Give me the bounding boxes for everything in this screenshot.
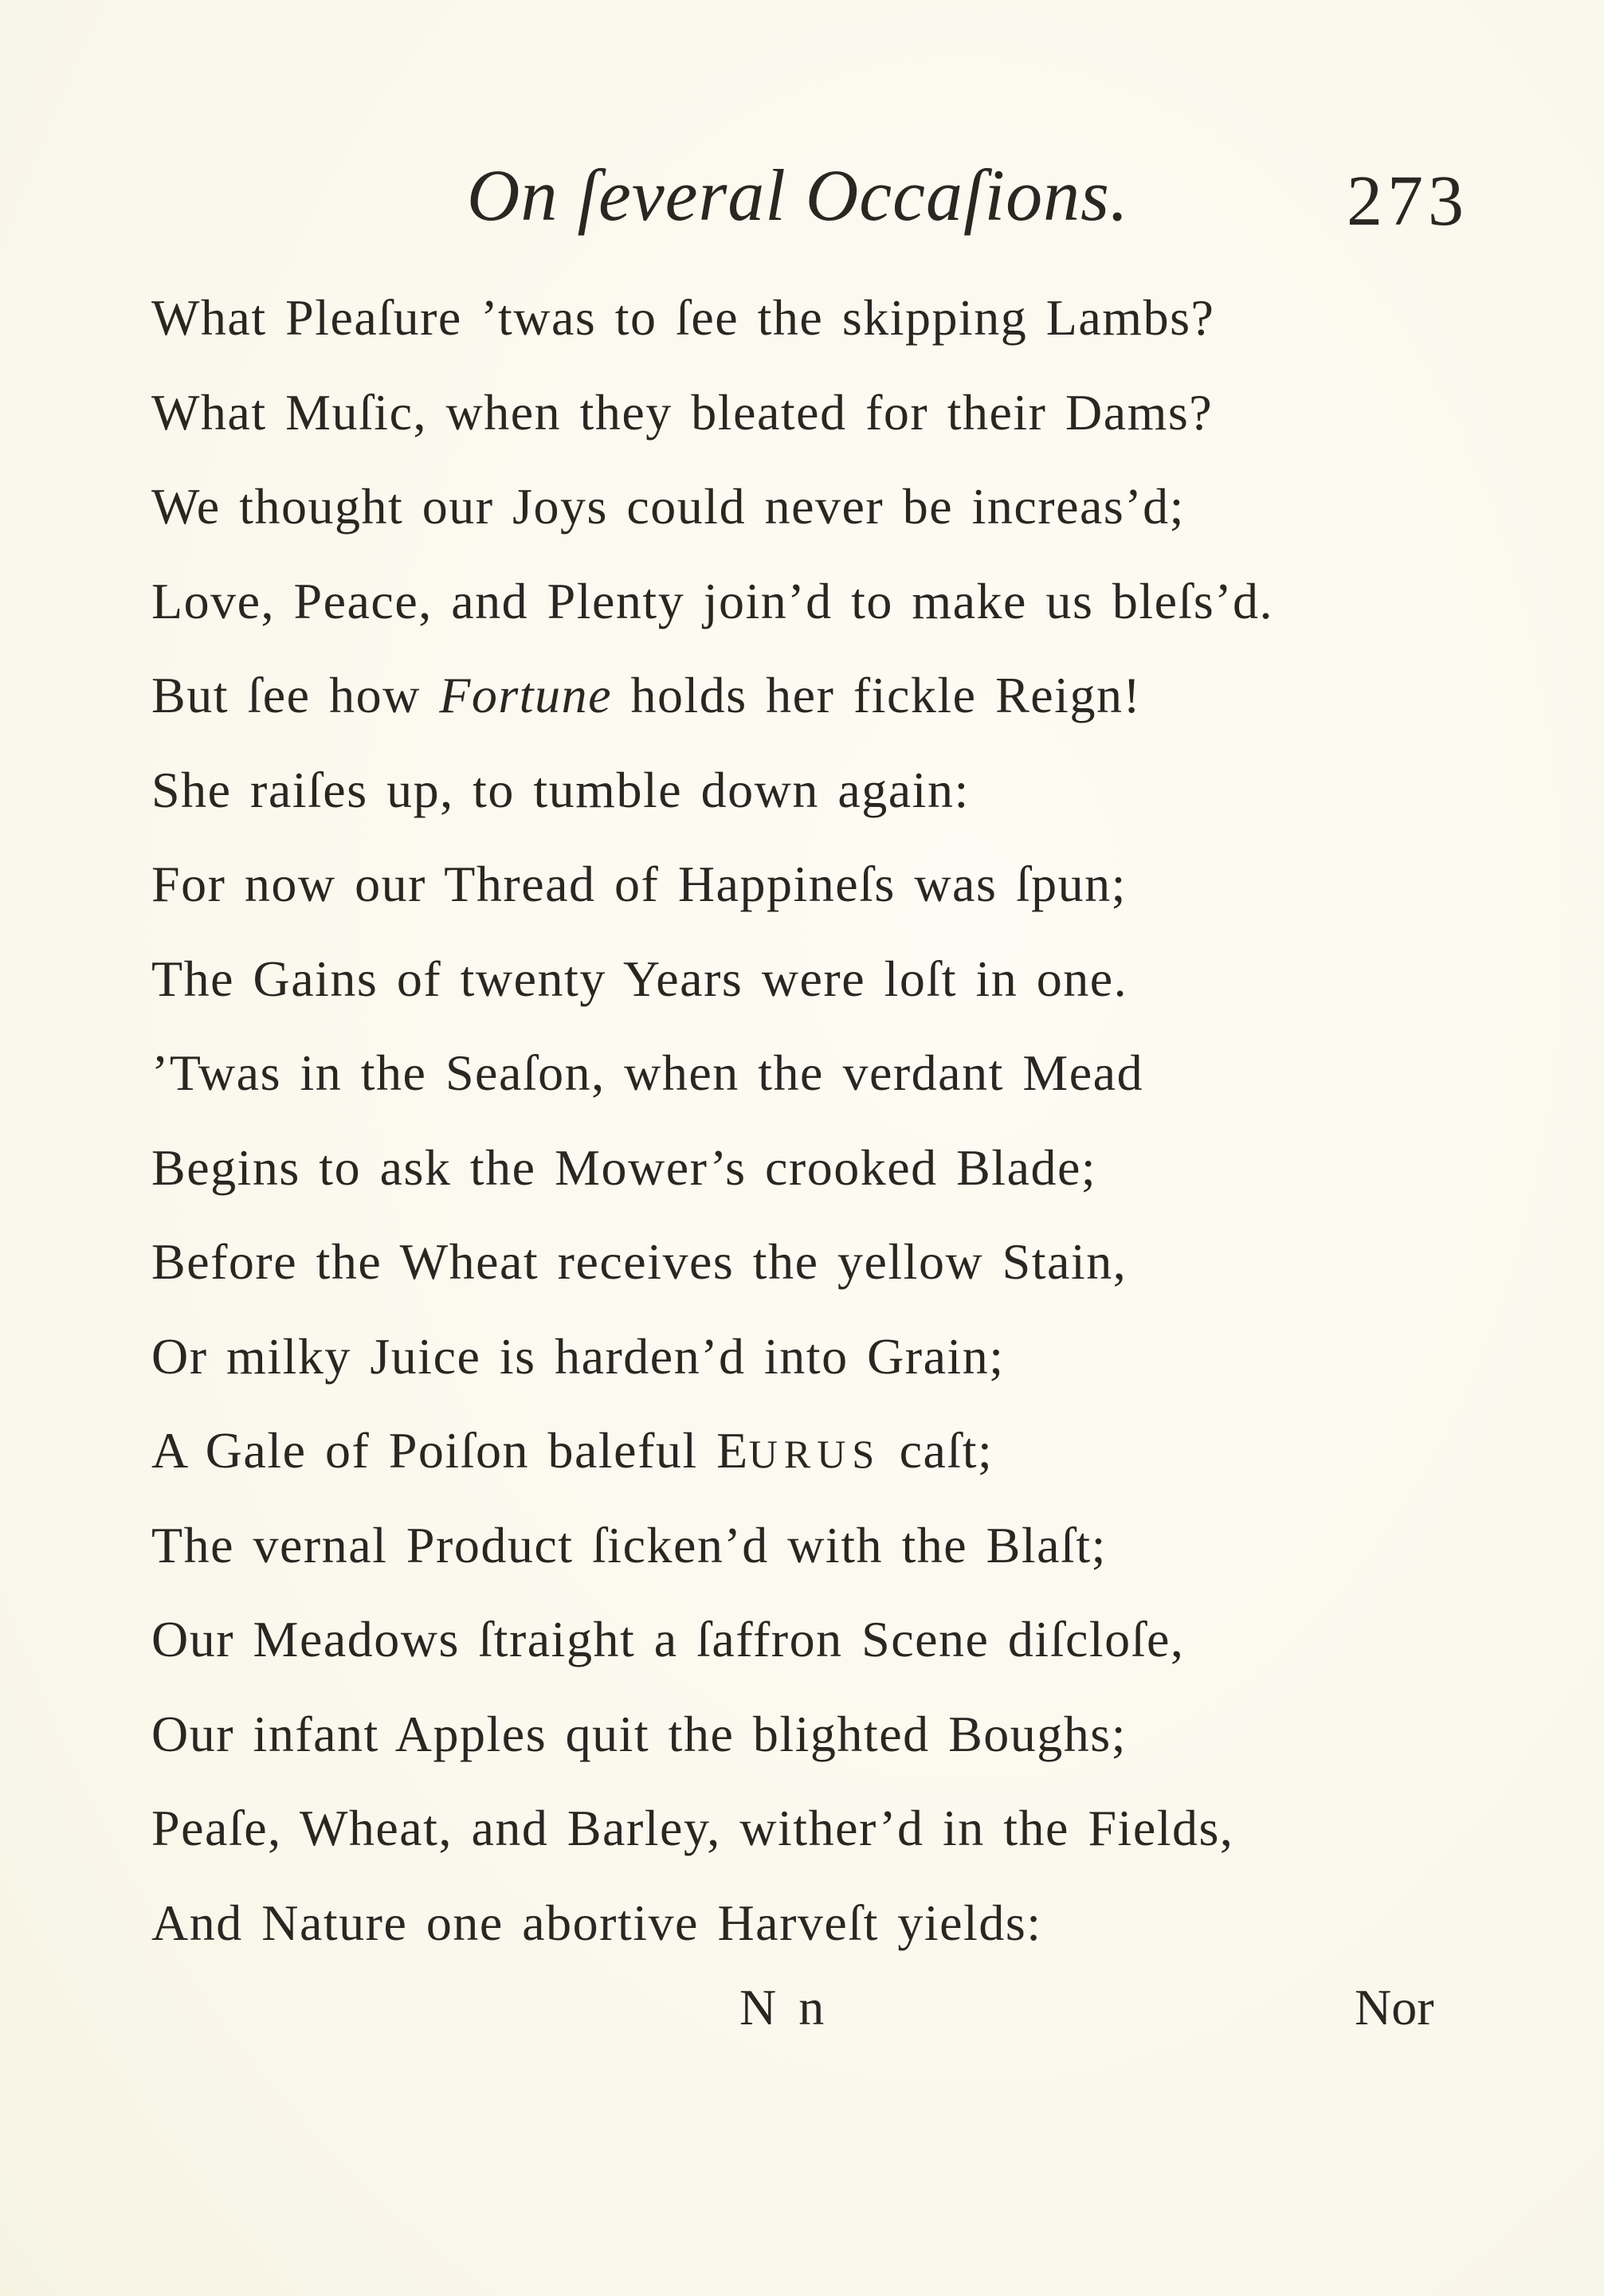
verse-text: The vernal Product ſicken’d with the Blaſt; — [151, 1516, 1107, 1573]
verse-text: Or milky Juice is harden’d into Grain; — [151, 1327, 1005, 1385]
verse-text: She raiſes up, to tumble down again: — [151, 761, 970, 818]
verse-line — [151, 366, 1442, 460]
verse-text: For now our Thread of Happineſs was ſpun; — [151, 856, 1127, 912]
verse-text: Our infant Apples quit the blighted Boughs; — [151, 1705, 1127, 1762]
verse-text: ’Twas in the Seaſon, when the verdant Mead — [151, 1044, 1144, 1101]
verse-line — [151, 1593, 1442, 1687]
verse-line — [151, 1876, 1442, 1971]
verse-line — [151, 1687, 1442, 1782]
page-number: 273 — [1347, 162, 1469, 241]
verse-line — [151, 554, 1442, 649]
verse-text: Begins to ask the Mower’s crooked Blade; — [151, 1138, 1097, 1196]
verse-line — [151, 1215, 1442, 1310]
verse-line — [151, 932, 1442, 1027]
verse-text: Peaſe, Wheat, and Barley, wither’d in the Fields, — [151, 1800, 1234, 1856]
verse-line — [151, 1404, 1442, 1499]
verse-line — [151, 743, 1442, 838]
verse-text: Love, Peace, and Plenty join’d to make us bleſs’d. — [151, 572, 1274, 629]
signature-mark: N n — [739, 1979, 829, 2035]
page-footer — [0, 1964, 1604, 2051]
verse-line — [151, 1026, 1442, 1121]
verse-text: caſt; — [880, 1422, 994, 1479]
verse-line — [151, 648, 1442, 743]
verse-text: Before the Wheat receives the yellow Stain, — [151, 1233, 1128, 1290]
verse-text: The Gains of twenty Years were loſt in one. — [151, 950, 1128, 1007]
verse-text: And Nature one abortive Harveſt yields: — [151, 1894, 1042, 1951]
verse-text: What Pleaſure ’twas to ſee the skipping Lambs? — [151, 289, 1215, 346]
catchword: Nor — [1355, 1979, 1434, 2035]
verse-line — [151, 1499, 1442, 1593]
verse-text: We thought our Joys could never be increas’d; — [151, 478, 1185, 535]
verse-text: What Muſic, when they bleated for their Dams? — [151, 383, 1214, 441]
verse-text: Our Meadows ſtraight a ſaffron Scene diſcloſe, — [151, 1611, 1185, 1667]
running-head-title: On ſeveral Occaſions. — [467, 155, 1129, 236]
italic-word: Fortune — [439, 667, 612, 723]
poem-text — [151, 271, 1442, 1970]
verse-line — [151, 837, 1442, 932]
verse-line — [151, 1310, 1442, 1405]
verse-line — [151, 1781, 1442, 1876]
verse-line — [151, 1121, 1442, 1216]
verse-text: holds her fickle Reign! — [611, 667, 1142, 723]
verse-line — [151, 271, 1442, 366]
running-head — [0, 135, 1604, 255]
verse-text: A Gale of Poiſon baleful E — [151, 1422, 749, 1479]
small-caps-word: URUS — [748, 1432, 881, 1476]
verse-text: But ſee how — [151, 667, 440, 723]
verse-line — [151, 460, 1442, 554]
